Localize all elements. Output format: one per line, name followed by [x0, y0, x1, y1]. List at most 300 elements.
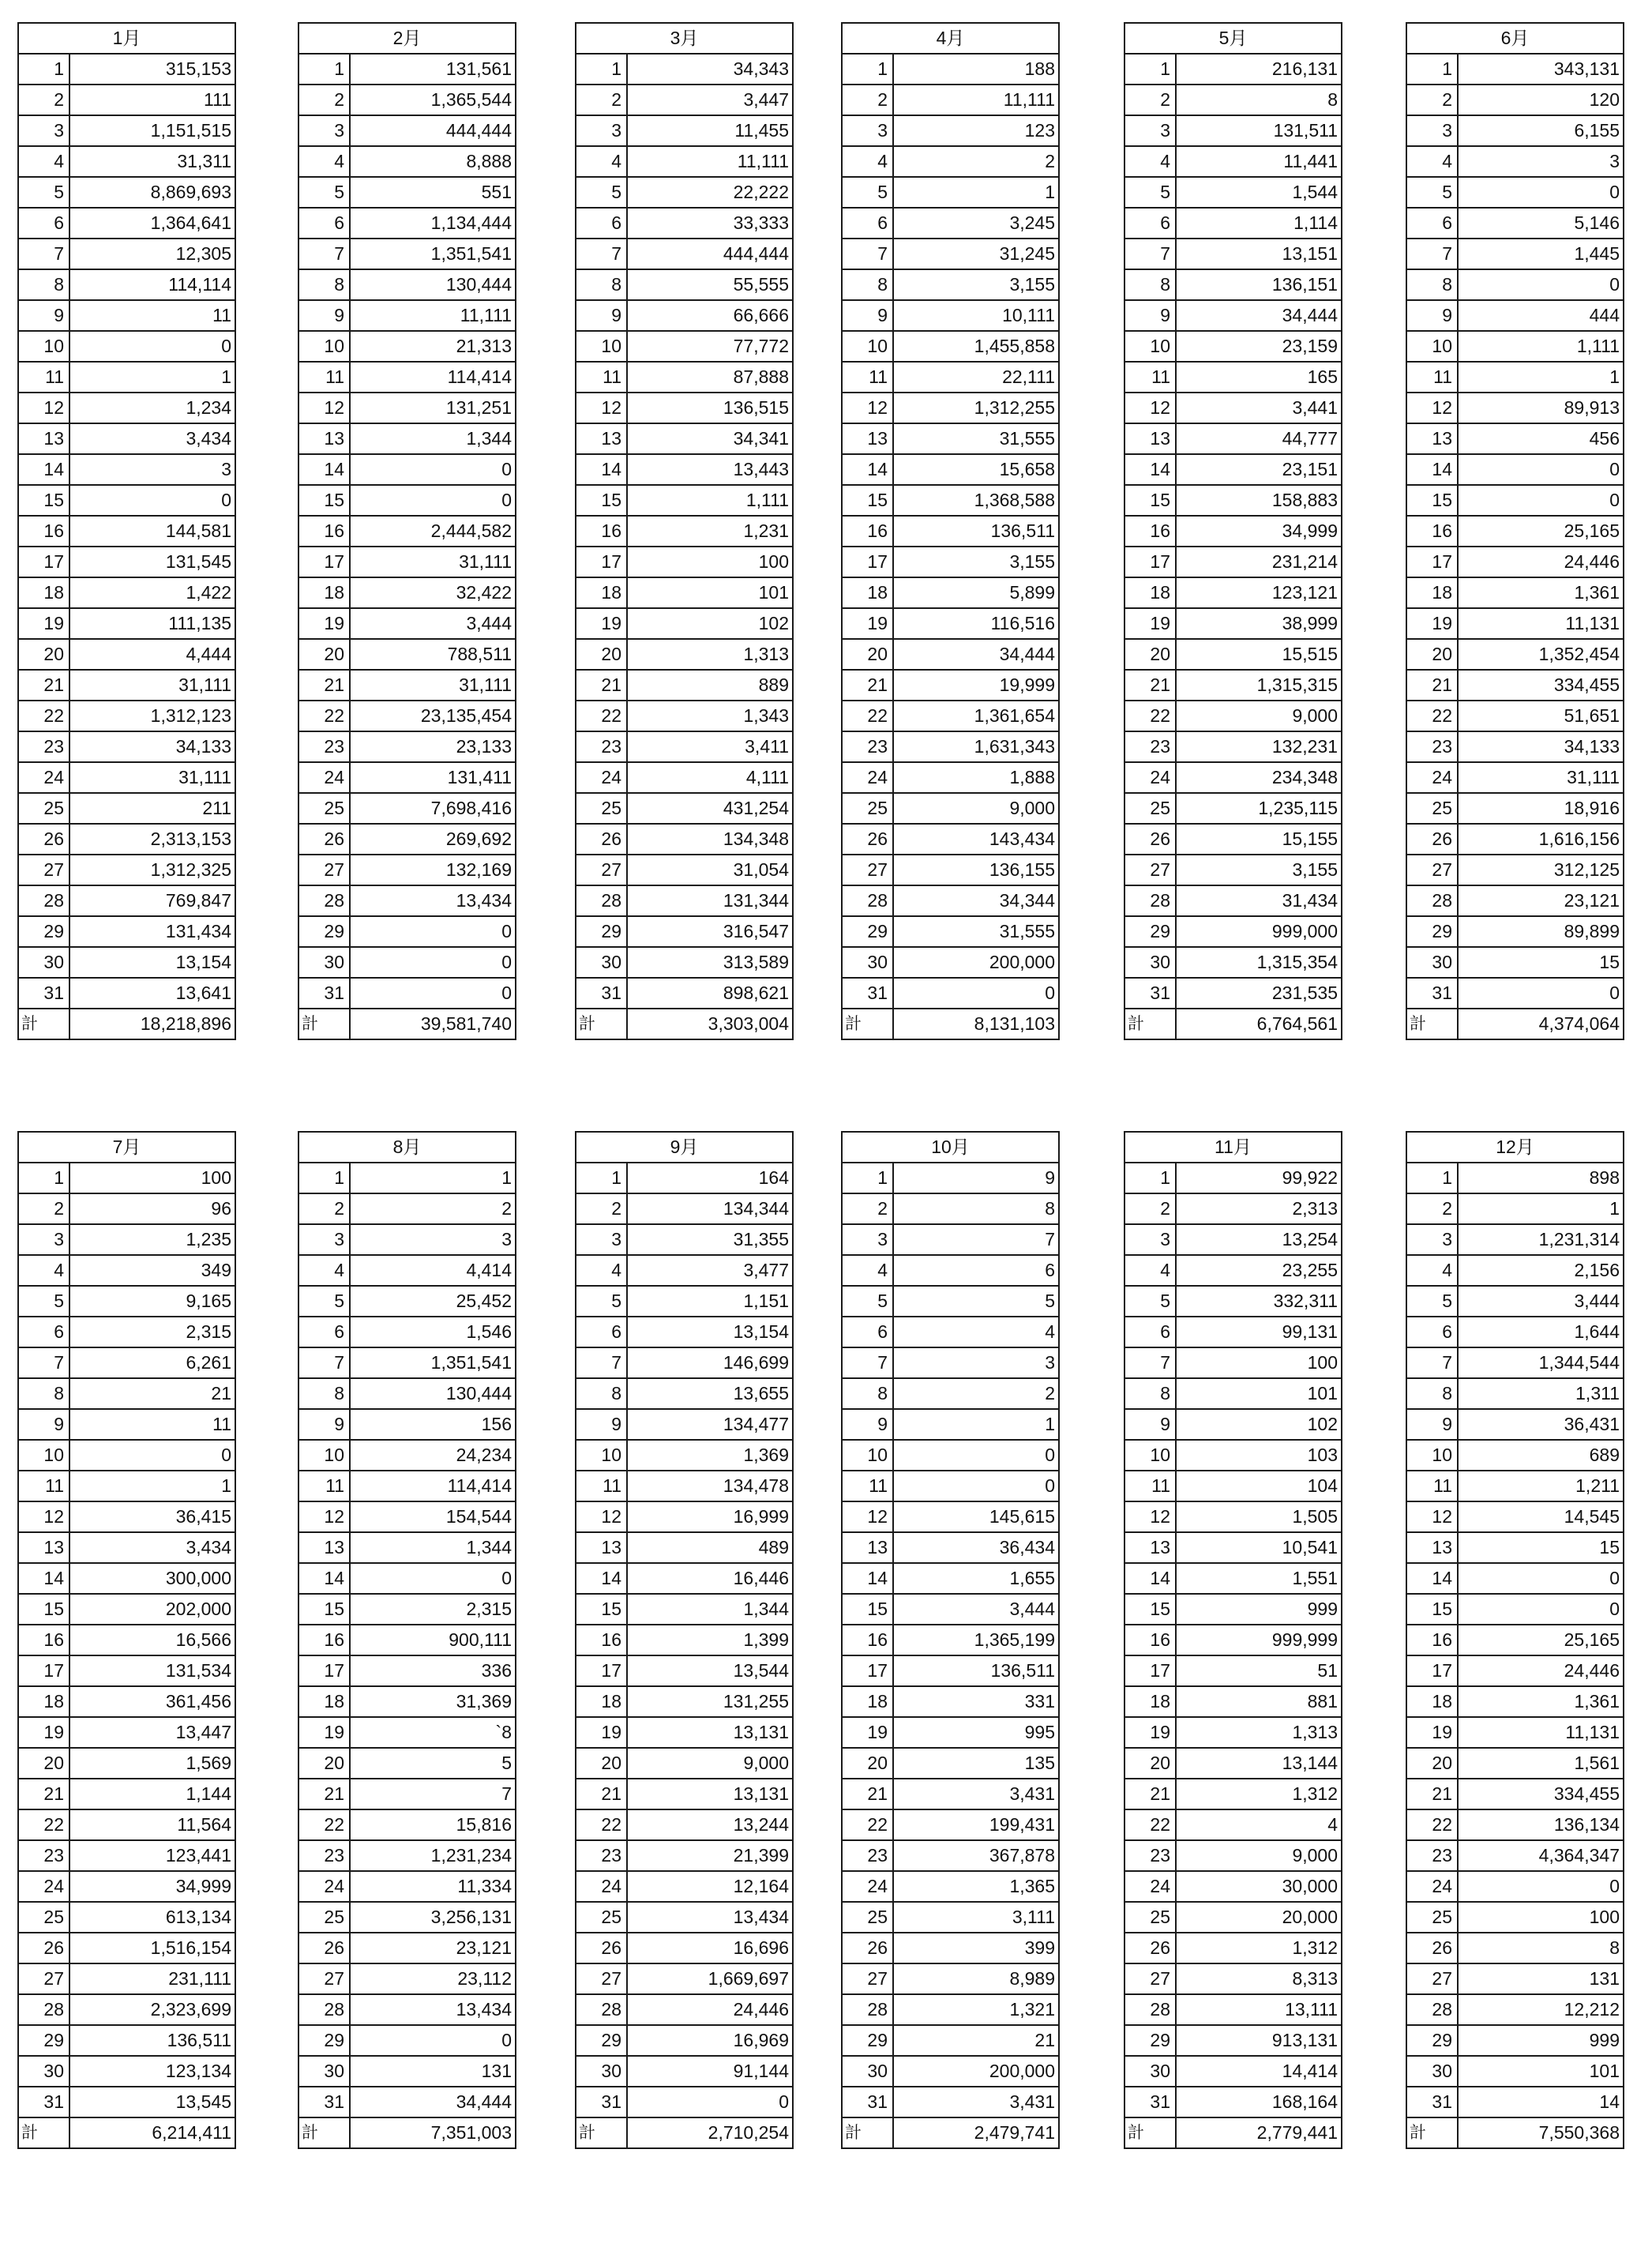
day-number: 11	[298, 1471, 350, 1501]
day-value: 23,121	[350, 1933, 516, 1963]
day-number: 18	[1124, 1686, 1176, 1717]
day-number: 4	[842, 146, 893, 177]
table-row	[842, 1563, 1059, 1594]
table-row	[18, 362, 235, 393]
day-number: 26	[18, 824, 69, 855]
day-value: 87,888	[627, 362, 793, 393]
month-table	[298, 1131, 516, 2149]
table-row	[576, 793, 793, 824]
day-value: 1,344,544	[1458, 1347, 1624, 1378]
day-value: 99,131	[1176, 1317, 1342, 1347]
day-value: 11,111	[350, 300, 516, 331]
day-number: 13	[1124, 1532, 1176, 1563]
day-number: 31	[18, 2087, 69, 2117]
day-value: 0	[893, 1440, 1059, 1471]
day-number: 5	[1406, 177, 1458, 208]
day-number: 16	[576, 1625, 627, 1655]
table-row	[1124, 1994, 1342, 2025]
day-value: 156	[350, 1409, 516, 1440]
table-row	[576, 1163, 793, 1193]
day-value: 2,313	[1176, 1193, 1342, 1224]
day-value: 3,256,131	[350, 1902, 516, 1933]
day-number: 12	[1124, 393, 1176, 423]
day-value: 1,313	[627, 639, 793, 670]
day-number: 14	[576, 454, 627, 485]
table-row	[1124, 1378, 1342, 1409]
table-row	[298, 762, 516, 793]
table-row	[298, 639, 516, 670]
day-value: 16,446	[627, 1563, 793, 1594]
table-row	[1124, 393, 1342, 423]
table-row	[1124, 423, 1342, 454]
table-row	[1124, 1779, 1342, 1809]
day-number: 20	[18, 639, 69, 670]
day-value: 1,505	[1176, 1501, 1342, 1532]
total-row	[1124, 1009, 1342, 1039]
day-number: 8	[1124, 269, 1176, 300]
table-row	[1406, 916, 1624, 947]
table-row	[576, 1501, 793, 1532]
table-row	[1406, 85, 1624, 115]
table-row	[842, 639, 1059, 670]
day-value: 361,456	[69, 1686, 235, 1717]
table-row	[298, 793, 516, 824]
day-value: 1,235,115	[1176, 793, 1342, 824]
day-number: 25	[18, 1902, 69, 1933]
total-label: 計	[1124, 2117, 1176, 2148]
day-number: 20	[1124, 639, 1176, 670]
total-value: 6,764,561	[1176, 1009, 1342, 1039]
day-number: 28	[1406, 885, 1458, 916]
table-row	[842, 2025, 1059, 2056]
day-value: 31,111	[1458, 762, 1624, 793]
day-value: 269,692	[350, 824, 516, 855]
table-row	[576, 1193, 793, 1224]
table-row	[1124, 177, 1342, 208]
day-number: 10	[298, 1440, 350, 1471]
day-number: 4	[298, 146, 350, 177]
table-row	[842, 1963, 1059, 1994]
table-row	[18, 115, 235, 146]
day-number: 18	[576, 1686, 627, 1717]
table-row	[842, 916, 1059, 947]
table-row	[18, 393, 235, 423]
table-row	[576, 855, 793, 885]
table-row	[298, 454, 516, 485]
day-value: 1,315,354	[1176, 947, 1342, 978]
day-value: 431,254	[627, 793, 793, 824]
total-row	[842, 2117, 1059, 2148]
total-row	[298, 1009, 516, 1039]
day-number: 12	[1406, 1501, 1458, 1532]
day-value: 31,311	[69, 146, 235, 177]
day-number: 11	[1124, 362, 1176, 393]
day-number: 3	[576, 115, 627, 146]
table-row	[576, 1963, 793, 1994]
total-row	[18, 1009, 235, 1039]
table-row	[576, 1347, 793, 1378]
day-value: 456	[1458, 423, 1624, 454]
table-row	[1406, 331, 1624, 362]
table-row	[842, 1532, 1059, 1563]
day-number: 16	[1124, 1625, 1176, 1655]
day-number: 26	[298, 824, 350, 855]
day-value: 66,666	[627, 300, 793, 331]
table-row	[576, 1224, 793, 1255]
table-row	[576, 423, 793, 454]
day-value: 8,313	[1176, 1963, 1342, 1994]
table-row	[298, 54, 516, 85]
table-row	[1124, 1317, 1342, 1347]
table-row	[576, 485, 793, 516]
day-number: 14	[842, 1563, 893, 1594]
day-value: 1,888	[893, 762, 1059, 793]
table-row	[18, 1163, 235, 1193]
day-number: 28	[1124, 1994, 1176, 2025]
table-row	[1406, 1163, 1624, 1193]
day-value: 1,231	[627, 516, 793, 547]
table-row	[298, 1378, 516, 1409]
day-number: 1	[1124, 1163, 1176, 1193]
table-row	[842, 269, 1059, 300]
day-number: 16	[842, 516, 893, 547]
table-row	[1124, 824, 1342, 855]
table-row	[1406, 1440, 1624, 1471]
table-row	[298, 1902, 516, 1933]
day-value: 20,000	[1176, 1902, 1342, 1933]
table-row	[576, 1409, 793, 1440]
table-row	[18, 1748, 235, 1779]
day-value: 13,655	[627, 1378, 793, 1409]
table-row	[1406, 2056, 1624, 2087]
day-number: 9	[1124, 1409, 1176, 1440]
day-value: 164	[627, 1163, 793, 1193]
day-value: 24,234	[350, 1440, 516, 1471]
table-row	[1124, 1933, 1342, 1963]
day-number: 23	[1406, 731, 1458, 762]
day-value: 12,305	[69, 239, 235, 269]
day-value: 31,054	[627, 855, 793, 885]
table-row	[842, 331, 1059, 362]
table-row	[298, 239, 516, 269]
total-label: 計	[1406, 2117, 1458, 2148]
day-number: 14	[298, 454, 350, 485]
table-row	[18, 516, 235, 547]
day-number: 2	[1124, 1193, 1176, 1224]
day-number: 31	[576, 978, 627, 1009]
day-value: 444,444	[350, 115, 516, 146]
day-value: 9,000	[627, 1748, 793, 1779]
day-number: 14	[576, 1563, 627, 1594]
day-value: 44,777	[1176, 423, 1342, 454]
table-row	[576, 731, 793, 762]
day-value: 10,111	[893, 300, 1059, 331]
day-value: 343,131	[1458, 54, 1624, 85]
table-row	[1124, 1501, 1342, 1532]
day-number: 22	[1406, 1809, 1458, 1840]
day-number: 6	[842, 208, 893, 239]
day-number: 13	[842, 1532, 893, 1563]
table-row	[1124, 1224, 1342, 1255]
day-number: 4	[576, 146, 627, 177]
total-label: 計	[1406, 1009, 1458, 1039]
day-value: 200,000	[893, 2056, 1059, 2087]
total-row	[576, 1009, 793, 1039]
table-row	[298, 1193, 516, 1224]
day-value: 131,255	[627, 1686, 793, 1717]
day-number: 22	[18, 1809, 69, 1840]
day-number: 16	[1406, 516, 1458, 547]
day-value: 18,916	[1458, 793, 1624, 824]
table-row	[1124, 2056, 1342, 2087]
day-number: 31	[298, 978, 350, 1009]
day-number: 21	[18, 1779, 69, 1809]
table-row	[1406, 701, 1624, 731]
day-value: 889	[627, 670, 793, 701]
day-value: 0	[350, 485, 516, 516]
table-row	[1124, 885, 1342, 916]
day-number: 2	[18, 85, 69, 115]
day-number: 25	[298, 1902, 350, 1933]
day-number: 18	[298, 577, 350, 608]
day-number: 27	[576, 1963, 627, 1994]
day-number: 1	[576, 54, 627, 85]
day-value: 1,235	[69, 1224, 235, 1255]
table-row	[842, 885, 1059, 916]
table-row	[1124, 577, 1342, 608]
day-value: 2	[893, 1378, 1059, 1409]
day-number: 29	[576, 2025, 627, 2056]
total-row	[1406, 1009, 1624, 1039]
day-value: 130,444	[350, 269, 516, 300]
table-row	[842, 362, 1059, 393]
day-number: 31	[1124, 978, 1176, 1009]
day-value: 13,544	[627, 1655, 793, 1686]
day-number: 2	[576, 85, 627, 115]
day-number: 2	[1406, 1193, 1458, 1224]
table-row	[1124, 1532, 1342, 1563]
day-number: 30	[1124, 947, 1176, 978]
table-row	[18, 1347, 235, 1378]
total-label: 計	[842, 2117, 893, 2148]
day-value: 134,348	[627, 824, 793, 855]
day-value: 51,651	[1458, 701, 1624, 731]
day-value: 5	[893, 1286, 1059, 1317]
table-row	[842, 300, 1059, 331]
day-value: 913,131	[1176, 2025, 1342, 2056]
day-number: 28	[576, 1994, 627, 2025]
day-value: 202,000	[69, 1594, 235, 1625]
day-value: 22,111	[893, 362, 1059, 393]
table-row	[576, 978, 793, 1009]
table-row	[1406, 855, 1624, 885]
table-row	[18, 1193, 235, 1224]
day-value: 5	[350, 1748, 516, 1779]
table-row	[576, 115, 793, 146]
table-row	[1124, 54, 1342, 85]
total-value: 6,214,411	[69, 2117, 235, 2148]
day-value: 131,511	[1176, 115, 1342, 146]
day-number: 25	[18, 793, 69, 824]
total-value: 18,218,896	[69, 1009, 235, 1039]
day-number: 28	[298, 885, 350, 916]
day-value: 2	[350, 1193, 516, 1224]
table-row	[1124, 762, 1342, 793]
day-value: 23,255	[1176, 1255, 1342, 1286]
day-value: 31,555	[893, 423, 1059, 454]
day-value: 34,999	[1176, 516, 1342, 547]
day-value: 1,344	[350, 423, 516, 454]
day-value: 13,154	[627, 1317, 793, 1347]
day-value: 3,447	[627, 85, 793, 115]
table-row	[1124, 1347, 1342, 1378]
table-row	[842, 177, 1059, 208]
day-value: 13,131	[627, 1717, 793, 1748]
day-number: 17	[18, 1655, 69, 1686]
day-value: 23,135,454	[350, 701, 516, 731]
table-row	[18, 1963, 235, 1994]
day-number: 15	[1124, 485, 1176, 516]
day-number: 27	[842, 855, 893, 885]
day-number: 7	[576, 239, 627, 269]
day-number: 7	[1124, 1347, 1176, 1378]
day-value: 1,311	[1458, 1378, 1624, 1409]
day-number: 13	[298, 1532, 350, 1563]
day-number: 2	[576, 1193, 627, 1224]
day-value: 23,112	[350, 1963, 516, 1994]
day-number: 7	[298, 1347, 350, 1378]
total-row	[842, 1009, 1059, 1039]
total-value: 4,374,064	[1458, 1009, 1624, 1039]
day-number: 9	[842, 1409, 893, 1440]
day-value: 16,566	[69, 1625, 235, 1655]
table-row	[18, 670, 235, 701]
day-number: 5	[298, 177, 350, 208]
table-row	[576, 1625, 793, 1655]
day-number: 19	[1406, 608, 1458, 639]
day-value: 1,231,314	[1458, 1224, 1624, 1255]
table-row	[576, 454, 793, 485]
day-value: 9,000	[1176, 701, 1342, 731]
day-number: 3	[842, 1224, 893, 1255]
table-row	[298, 916, 516, 947]
table-row	[298, 177, 516, 208]
day-number: 3	[298, 1224, 350, 1255]
day-number: 21	[842, 1779, 893, 1809]
day-number: 19	[18, 1717, 69, 1748]
day-value: 3,444	[893, 1594, 1059, 1625]
day-number: 21	[1406, 670, 1458, 701]
day-number: 8	[1406, 269, 1458, 300]
day-number: 12	[298, 393, 350, 423]
day-value: 21,313	[350, 331, 516, 362]
day-number: 20	[576, 639, 627, 670]
table-row	[298, 269, 516, 300]
day-value: 444,444	[627, 239, 793, 269]
total-label: 計	[576, 1009, 627, 1039]
day-number: 25	[298, 793, 350, 824]
day-number: 3	[18, 115, 69, 146]
table-row	[842, 547, 1059, 577]
day-number: 29	[298, 916, 350, 947]
day-value: 136,515	[627, 393, 793, 423]
day-number: 9	[18, 1409, 69, 1440]
day-value: 2	[893, 146, 1059, 177]
table-row	[18, 454, 235, 485]
table-row	[1406, 1563, 1624, 1594]
day-number: 19	[1124, 608, 1176, 639]
day-number: 20	[576, 1748, 627, 1779]
table-row	[1124, 1840, 1342, 1871]
table-row	[1406, 670, 1624, 701]
day-number: 2	[842, 85, 893, 115]
day-value: 146,699	[627, 1347, 793, 1378]
day-number: 9	[842, 300, 893, 331]
day-value: 34,133	[1458, 731, 1624, 762]
day-value: 211	[69, 793, 235, 824]
day-number: 14	[1406, 1563, 1458, 1594]
day-number: 27	[298, 855, 350, 885]
month-table	[17, 1131, 236, 2149]
month-table	[298, 22, 516, 1040]
day-number: 1	[298, 54, 350, 85]
table-row	[1124, 1563, 1342, 1594]
day-number: 29	[18, 916, 69, 947]
day-value: 1,364,641	[69, 208, 235, 239]
day-value: 613,134	[69, 1902, 235, 1933]
day-value: 2,315	[350, 1594, 516, 1625]
total-label: 計	[18, 2117, 69, 2148]
day-value: 31,111	[350, 670, 516, 701]
day-number: 10	[1124, 331, 1176, 362]
day-value: 1,313	[1176, 1717, 1342, 1748]
table-row	[842, 1902, 1059, 1933]
day-number: 29	[1406, 2025, 1458, 2056]
day-value: 0	[1458, 1594, 1624, 1625]
day-number: 17	[1124, 547, 1176, 577]
table-row	[1124, 1809, 1342, 1840]
day-value: 131,251	[350, 393, 516, 423]
day-value: 11,564	[69, 1809, 235, 1840]
day-value: 8	[893, 1193, 1059, 1224]
table-row	[576, 824, 793, 855]
day-value: 36,431	[1458, 1409, 1624, 1440]
day-number: 15	[842, 485, 893, 516]
day-value: 8,989	[893, 1963, 1059, 1994]
table-row	[576, 885, 793, 916]
day-number: 10	[842, 1440, 893, 1471]
table-row	[576, 1933, 793, 1963]
day-value: 4,414	[350, 1255, 516, 1286]
day-value: 3	[893, 1347, 1059, 1378]
day-value: 11,131	[1458, 608, 1624, 639]
day-value: 1,365	[893, 1871, 1059, 1902]
day-value: 0	[893, 978, 1059, 1009]
day-value: 4	[1176, 1809, 1342, 1840]
table-row	[18, 1779, 235, 1809]
table-row	[842, 1501, 1059, 1532]
table-row	[576, 1655, 793, 1686]
day-number: 9	[298, 300, 350, 331]
day-number: 31	[842, 2087, 893, 2117]
day-value: 34,341	[627, 423, 793, 454]
day-number: 12	[18, 393, 69, 423]
day-number: 6	[18, 208, 69, 239]
table-row	[842, 1840, 1059, 1871]
table-row	[842, 793, 1059, 824]
table-row	[18, 177, 235, 208]
day-value: 21,399	[627, 1840, 793, 1871]
